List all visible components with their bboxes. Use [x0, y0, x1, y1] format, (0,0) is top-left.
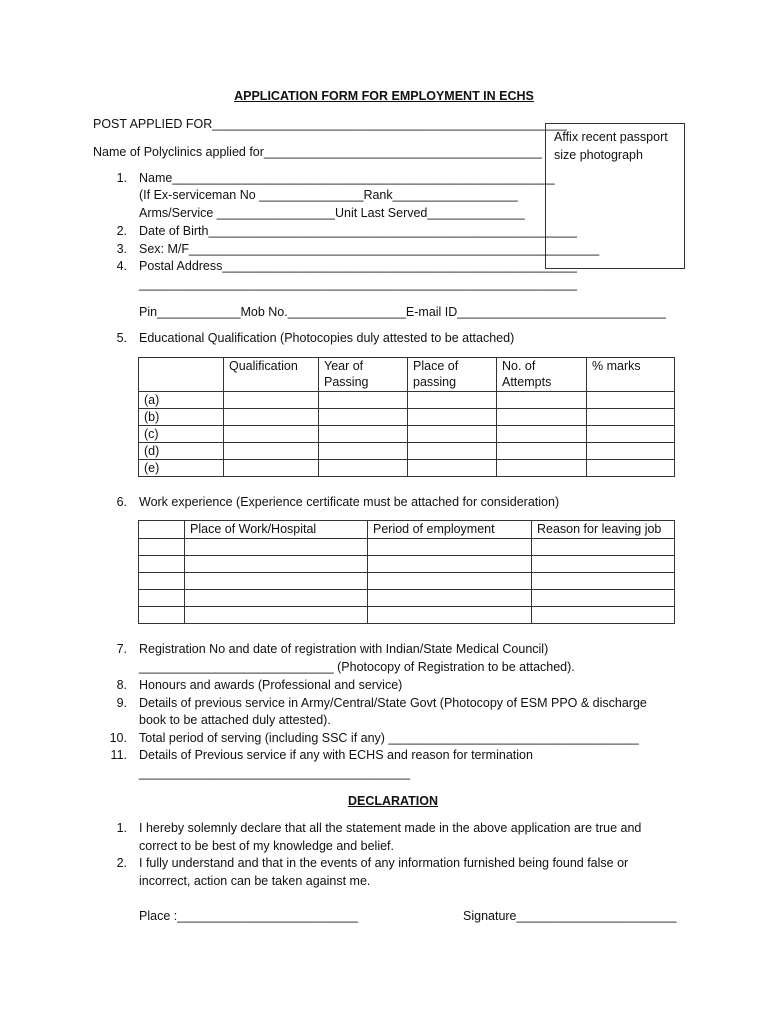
table-header-row — [139, 358, 675, 392]
table-cell[interactable] — [139, 590, 185, 607]
honours-label: Honours and awards (Professional and service) — [139, 678, 403, 692]
table-cell[interactable] — [368, 607, 532, 624]
address-field[interactable]: Postal Address___________________________________________________ — [139, 259, 577, 273]
declaration-1-text-2: correct to be best of my knowledge and belief. — [139, 839, 395, 853]
registration-field[interactable]: ____________________________ (Photocopy of Registration to be attached). — [139, 660, 575, 674]
header-cell: No. of Attempts — [497, 358, 587, 392]
header-cell — [139, 521, 185, 539]
table-cell[interactable] — [532, 573, 675, 590]
header-cell: Qualification — [224, 358, 319, 392]
row-label: (d) — [139, 443, 224, 460]
header-cell: Year of Passing — [319, 358, 408, 392]
table-cell[interactable] — [368, 573, 532, 590]
echs-service-label: Details of Previous service if any with ECHS and reason for termination — [139, 748, 533, 762]
table-cell[interactable] — [185, 607, 368, 624]
pin-mob-email-field[interactable]: Pin____________Mob No._________________E-mail ID______________________________ — [139, 305, 666, 319]
item-8-number: 8. — [116, 678, 127, 692]
total-service-field[interactable]: Total period of serving (including SSC if any) ____________________________________ — [139, 731, 639, 745]
table-row — [139, 573, 675, 590]
previous-service-label: Details of previous service in Army/Central/State Govt (Photocopy of ESM PPO & discharge — [139, 696, 647, 710]
table-cell[interactable] — [224, 443, 319, 460]
item-7-number: 7. — [116, 642, 127, 656]
declaration-2-text: I fully understand and that in the events of any information furnished being found false or — [139, 856, 629, 870]
dob-field[interactable]: Date of Birth_____________________________________________________ — [139, 224, 577, 238]
table-cell[interactable] — [224, 409, 319, 426]
table-cell[interactable] — [408, 409, 497, 426]
table-cell[interactable] — [319, 443, 408, 460]
item-10-number: 10. — [109, 731, 127, 745]
row-label: (b) — [139, 409, 224, 426]
polyclinic-field[interactable]: Name of Polyclinics applied for________________________________________ — [93, 145, 542, 159]
sex-field[interactable]: Sex: M/F___________________________________________________________ — [139, 242, 600, 256]
table-cell[interactable] — [139, 573, 185, 590]
table-cell[interactable] — [497, 460, 587, 477]
place-field[interactable]: Place :__________________________ — [139, 909, 358, 923]
declaration-1-text: I hereby solemnly declare that all the statement made in the above application are true and — [139, 821, 642, 835]
declaration-1-number: 1. — [116, 821, 127, 835]
table-cell[interactable] — [497, 443, 587, 460]
item-11-number: 11. — [110, 748, 127, 762]
table-cell[interactable] — [368, 590, 532, 607]
item-4-number: 4. — [116, 259, 127, 273]
table-cell[interactable] — [587, 426, 675, 443]
table-row — [139, 426, 675, 443]
table-cell[interactable] — [497, 392, 587, 409]
header-cell: % marks — [587, 358, 675, 392]
table-row — [139, 590, 675, 607]
header-cell: Place of Work/Hospital — [185, 521, 368, 539]
table-cell[interactable] — [319, 460, 408, 477]
item-5-number: 5. — [116, 331, 127, 345]
table-cell[interactable] — [139, 539, 185, 556]
work-experience-table — [138, 520, 675, 624]
declaration-2-text-2: incorrect, action can be taken against me. — [139, 874, 371, 888]
header-cell: Period of employment — [368, 521, 532, 539]
table-cell[interactable] — [368, 539, 532, 556]
arms-service-field[interactable]: Arms/Service _________________Unit Last Served______________ — [139, 206, 525, 220]
table-cell[interactable] — [408, 426, 497, 443]
header-cell: Reason for leaving job — [532, 521, 675, 539]
table-cell[interactable] — [319, 392, 408, 409]
declaration-heading: DECLARATION — [347, 794, 439, 808]
table-row — [139, 607, 675, 624]
table-cell[interactable] — [185, 539, 368, 556]
item-6-number: 6. — [116, 495, 127, 509]
table-row — [139, 460, 675, 477]
table-row — [139, 443, 675, 460]
header-cell — [139, 358, 224, 392]
table-row — [139, 556, 675, 573]
table-cell[interactable] — [224, 426, 319, 443]
table-cell[interactable] — [532, 539, 675, 556]
row-label: (e) — [139, 460, 224, 477]
echs-service-field[interactable]: _______________________________________ — [139, 766, 411, 780]
table-cell[interactable] — [368, 556, 532, 573]
address-line-2[interactable]: _______________________________________________________________ — [139, 277, 577, 291]
table-cell[interactable] — [532, 590, 675, 607]
table-cell[interactable] — [587, 409, 675, 426]
name-field[interactable]: Name_______________________________________________________ — [139, 171, 555, 185]
table-cell[interactable] — [185, 556, 368, 573]
table-cell[interactable] — [497, 409, 587, 426]
declaration-2-number: 2. — [116, 856, 127, 870]
table-cell[interactable] — [224, 460, 319, 477]
previous-service-label-2: book to be attached duly attested). — [139, 713, 331, 727]
row-label: (c) — [139, 426, 224, 443]
table-row — [139, 392, 675, 409]
table-cell[interactable] — [587, 443, 675, 460]
post-applied-field[interactable]: POST APPLIED FOR___________________________________________________ — [93, 117, 567, 131]
photo-box: Affix recent passport size photograph — [545, 123, 685, 269]
table-cell[interactable] — [497, 426, 587, 443]
item-2-number: 2. — [116, 224, 127, 238]
education-heading: Educational Qualification (Photocopies duly attested to be attached) — [139, 331, 515, 345]
table-cell[interactable] — [408, 460, 497, 477]
item-3-number: 3. — [116, 242, 127, 256]
form-title: APPLICATION FORM FOR EMPLOYMENT IN ECHS — [234, 89, 534, 103]
table-cell[interactable] — [319, 426, 408, 443]
item-9-number: 9. — [116, 696, 127, 710]
header-cell: Place of passing — [408, 358, 497, 392]
table-cell[interactable] — [408, 443, 497, 460]
table-cell[interactable] — [139, 556, 185, 573]
table-cell[interactable] — [185, 590, 368, 607]
table-cell[interactable] — [532, 607, 675, 624]
table-cell[interactable] — [139, 607, 185, 624]
table-cell[interactable] — [587, 392, 675, 409]
table-cell[interactable] — [319, 409, 408, 426]
table-header-row — [139, 521, 675, 539]
table-cell[interactable] — [185, 573, 368, 590]
item-1-number: 1. — [116, 171, 127, 185]
table-cell[interactable] — [532, 556, 675, 573]
table-cell[interactable] — [224, 392, 319, 409]
registration-label: Registration No and date of registration with Indian/State Medical Council) — [139, 642, 549, 656]
table-cell[interactable] — [587, 460, 675, 477]
table-row — [139, 539, 675, 556]
qualification-table — [138, 357, 675, 477]
row-label: (a) — [139, 392, 224, 409]
work-experience-heading: Work experience (Experience certificate must be attached for consideration) — [139, 495, 560, 509]
signature-field[interactable]: Signature_______________________ — [463, 909, 677, 923]
table-row — [139, 409, 675, 426]
table-cell[interactable] — [408, 392, 497, 409]
exserviceman-field[interactable]: (If Ex-serviceman No _______________Rank__________________ — [139, 188, 518, 202]
